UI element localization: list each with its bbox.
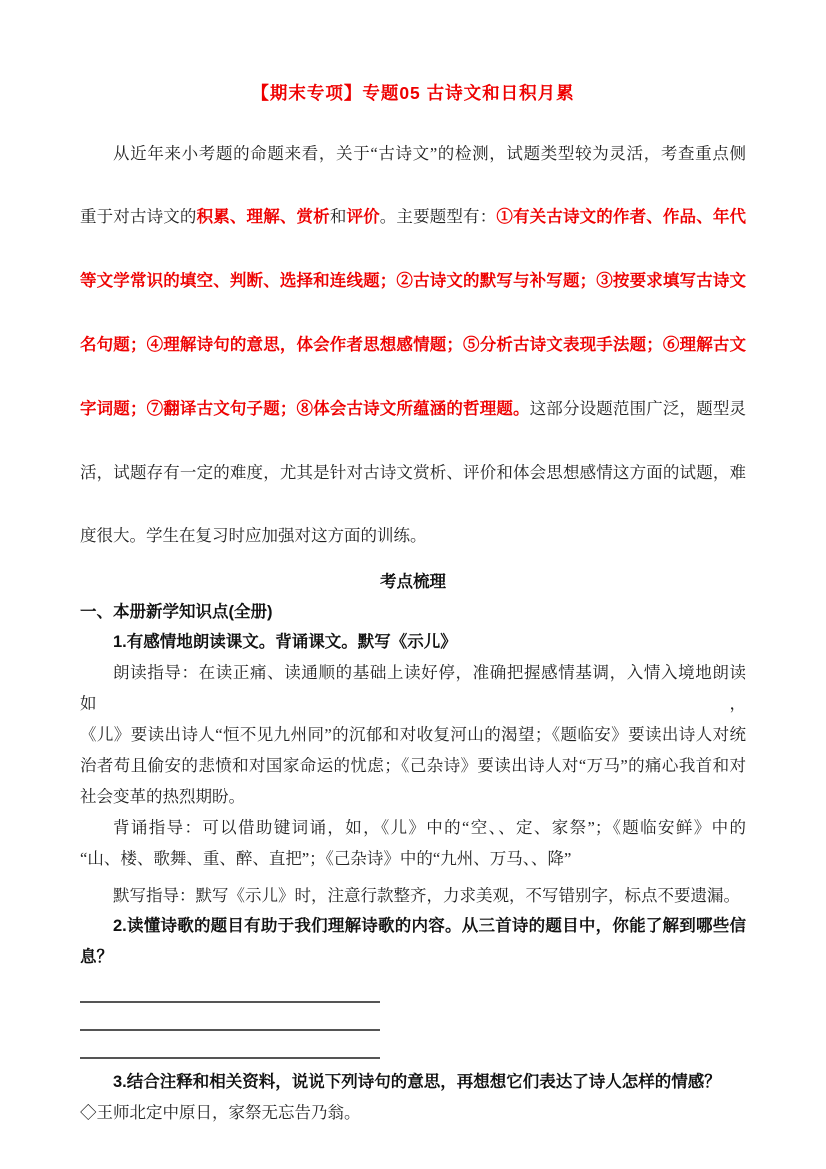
highlighted-text: 积累、理解、赏析 [196,208,330,226]
text-line [80,313,746,377]
body-text: 度很大。学生在复习时应加强对这方面的训练。 [80,526,427,545]
page-title: 【期末专项】专题05 古诗文和日积月累 [251,83,575,103]
body-text: 这部分设题范围广泛，题型灵 [529,399,747,418]
answer-blank-line[interactable] [80,975,380,1003]
text-line: 默写指导：默写《示儿》时，注意行款整齐，力求美观，不写错别字，标点不要遗漏。 [113,886,740,905]
text-line: “山、楼、歌舞、重、醉、直把”；《己杂诗》中的“九州、万马、、降” [80,849,572,868]
text-line: 息？ [80,948,113,966]
text-line [80,504,746,567]
section-heading: 考点梳理 [380,573,446,591]
text-line: 背诵指导：可以借助键词诵，如，《儿》中的“空、、定、家祭”；《题临安鲜》中的 [113,818,746,837]
question-3: 3.结合注释和相关资料，说说下列诗句的意思，再想想它们表达了诗人怎样的情感？ [113,1073,721,1091]
text-line [80,122,746,185]
highlighted-text: 名句题；④理解诗句的意思，体会作者思想感情题；⑤分析古诗文表现手法题；⑥理解古文 [80,336,746,354]
highlighted-text: 字词题；⑦翻译古文句子题；⑧体会古诗文所蕴涵的哲理题。 [80,400,530,418]
text-line: 朗读指导：在读正痛、读通顺的基础上读好停，准确把握感情基调，入情入境地朗读如， [80,663,746,713]
outline-point-1: 一、本册新学知识点(全册) [80,603,273,621]
question-2 [80,911,746,973]
text-line: 社会变革的热烈期盼。 [80,787,245,806]
body-text: 从近年来小考题的命题来看，关于“古诗文”的检测，试题类型较为灵活，考查重点侧 [113,144,746,163]
highlighted-text: ①有关古诗文的作者、作品、年代 [496,208,747,226]
body-text: 。主要题型有： [379,207,497,226]
intro-paragraph [80,122,746,567]
text-line [80,249,746,313]
text-line: 2.读懂诗歌的题目有助于我们理解诗歌的内容。从三首诗的题目中，你能了解到哪些信 [113,917,746,935]
poem-line: ◇王师北定中原日，家祭无忘告乃翁。 [80,1103,361,1122]
reading-guide-paragraph [80,657,746,812]
answer-blank-line[interactable] [80,1031,380,1059]
answer-blank-line[interactable] [80,1003,380,1031]
highlighted-text: 等文学常识的填空、判断、选择和连线题；②古诗文的默写与补写题；③按要求填写古诗文 [80,272,746,290]
highlighted-text: 评价 [346,208,380,226]
text-line [80,185,746,249]
answer-blanks [80,975,746,1059]
body-text: 重于对古诗文的 [80,207,197,226]
text-line: 治者苟且偷安的悲愤和对国家命运的忧虑；《己杂诗》要读出诗人对“万马”的痛心我首和对 [80,756,746,775]
text-line [80,377,746,441]
text-line [80,441,746,504]
item-1-title: 1.有感情地朗读课文。背诵课文。默写《示儿》 [113,633,457,651]
body-text: 活，试题存有一定的难度，尤其是针对古诗文赏析、评价和体会思想感情这方面的试题，难 [80,463,746,482]
dictation-guide-paragraph [80,880,746,911]
recite-guide-paragraph [80,812,746,874]
text-line: 《儿》要读出诗人“恒不见九州同”的沉郁和对收复河山的渴望；《题临安》要读出诗人对统 [80,725,746,744]
body-text: 和 [329,207,347,226]
